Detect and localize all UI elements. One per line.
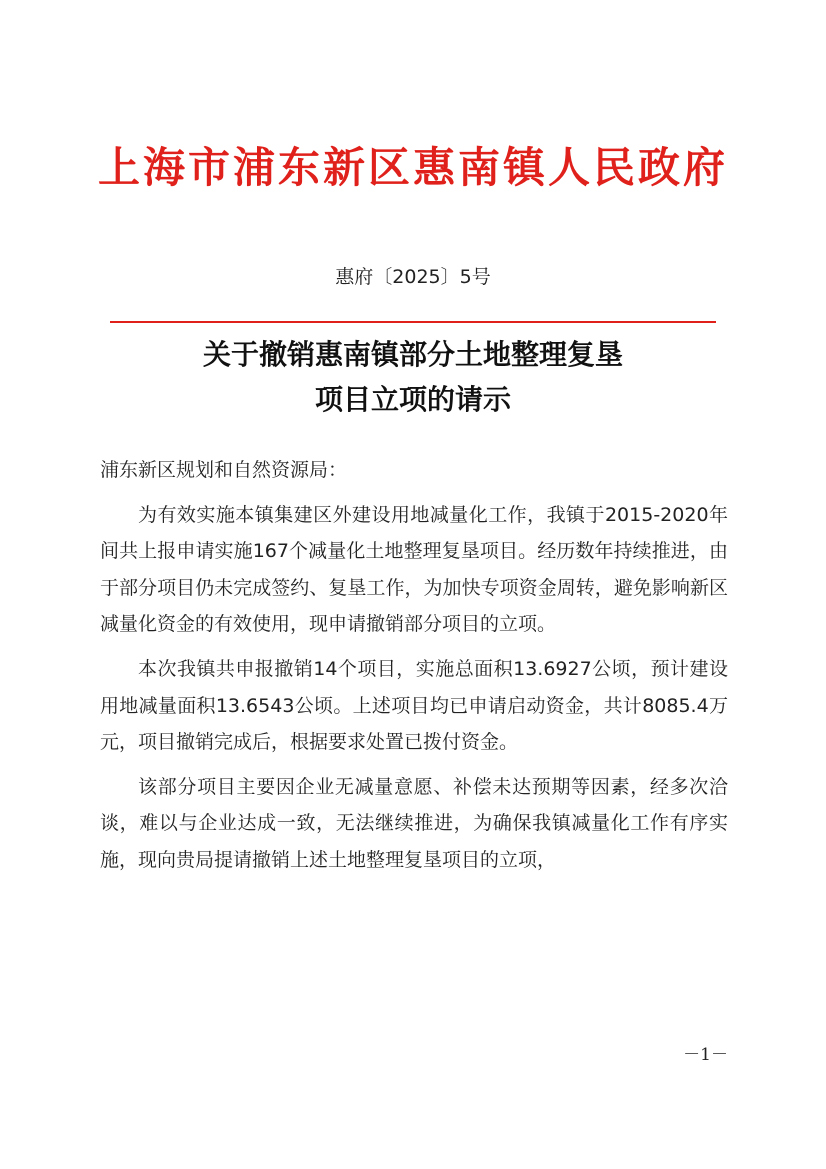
body-paragraph-2: 本次我镇共申报撤销14个项目，实施总面积13.6927公顷，预计建设用地减量面积13.6543公顷。上述项目均已申请启动资金，共计8085.4万元，项目撤销完成后，根据要求处置已拨付资金。 bbox=[100, 657, 728, 754]
addressee: 浦东新区规划和自然资源局： bbox=[100, 459, 348, 481]
document-body bbox=[100, 452, 728, 879]
body-paragraph-3: 该部分项目主要因企业无减量意愿、补偿未达预期等因素，经多次洽谈，难以与企业达成一致，无法继续推进，为确保我镇减量化工作有序实施，现向贵局提请撤销上述土地整理复垦项目的立项， bbox=[100, 775, 728, 871]
red-divider-line bbox=[110, 321, 716, 323]
page-number: －1－ bbox=[683, 1045, 728, 1065]
title-line-1: 关于撤销惠南镇部分土地整理复垦 bbox=[202, 338, 623, 371]
body-paragraph-1: 为有效实施本镇集建区外建设用地减量化工作，我镇于2015-2020年间共上报申请实施167个减量化土地整理复垦项目。经历数年持续推进，由于部分项目仍未完成签约、复垦工作，为加快专项资金周转，避免影响新区减量化资金的有效使用，现申请撤销部分项目的立项。 bbox=[100, 503, 728, 636]
title-line-2: 项目立项的请示 bbox=[314, 383, 511, 416]
document-title bbox=[0, 332, 826, 422]
issuer-masthead: 上海市浦东新区惠南镇人民政府 bbox=[97, 143, 728, 192]
document-number: 惠府〔2025〕5号 bbox=[335, 266, 491, 288]
